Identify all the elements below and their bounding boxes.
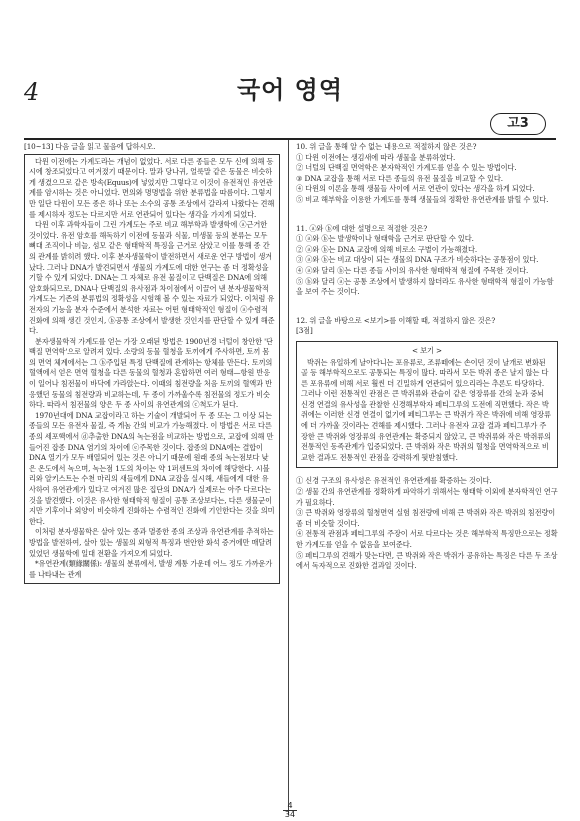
question-11-stem: 11. ⓐ와 ⓑ에 대한 설명으로 적절한 것은?	[296, 223, 428, 233]
passage-paragraph-4: 1970년대에 DNA 교잡이라고 하는 기술이 개발되어 두 종 또는 그 이상 되는 종들의 모든 유전자 물질, 즉 게놈 간의 비교가 가능해졌다. 이 방법은 서로 다른 종의 세포핵에서 ⓓ추출한 DNA의 녹는점을 비교하는 방법으로, 교잡에 의해 만들어진 잡종 DNA 염기의 차이에 ⓔ주목한 것이다. 잡종의 DNA에는 결합이 DNA 열기가 모두 배열되어 있는 것은 아니기 때문에 원래 종의 녹는점보다 낮은 온도에서 녹으며, 녹는점 1도의 차이는 약 1퍼센트의 차이에 해당한다. 시블리와 알키스트는 수천 마리의 새들에게 DNA 교잡을 실시해, 새들에게 대한 유사하여 유연관계가 있다고 여겨진 많은 집단의 DNA가 실제로는 아주 다르다는 것을 발견했다. 이것은 유사한 형태학적 형질이 공통 조상보다는, 다른 생물군이지만 기후이나 외양이 비슷하게 진화하는 수렴적인 진화에 기인한다는 것을 의미한다.	[29, 410, 275, 526]
question-12-option: ④ 전통적 관점과 페티그루의 주장이 서로 다르다는 것은 해부학적 특징만으로는 정확한 가계도를 얻을 수 없음을 보여준다.	[296, 529, 558, 549]
question-11-option: ② ⓐ와 ⓑ는 DNA 교잡에 의해 비로소 구별이 가능해졌다.	[296, 244, 478, 254]
question-12-stem: 12. 위 글을 바탕으로 <보기>를 이해할 때, 적절하지 않은 것은?	[296, 315, 496, 325]
footer-total-pages: 34	[284, 810, 296, 819]
question-10-option: ③ DNA 교잡을 통해 서로 다른 종들의 유전 물질을 비교할 수 있다.	[296, 173, 503, 183]
question-11-option: ③ ⓐ와 ⓑ는 비교 대상이 되는 생물의 DNA 구조가 비슷하다는 공통점이 있다.	[296, 255, 539, 265]
question-10-option: ④ 다윈의 이론을 통해 생물들 사이에 서로 연관이 있다는 생각을 하게 되었다.	[296, 184, 535, 194]
passage-paragraph-5: 이처럼 분자생물학은 살아 있는 종과 멸종한 종의 조상과 유연관계를 추적하는 방법을 발전하여, 살아 있는 생물의 외형적 특징과 번안한 화석 증거에만 매달려 있었던 생물학에 일대 전환을 가져오게 되었다.	[29, 527, 274, 558]
passage-box	[24, 154, 280, 585]
question-10-option: ① 다윈 이전에는 생김새에 따라 생물을 분류하였다.	[296, 152, 456, 162]
question-12-option: ③ 큰 박쥐와 영장류의 혈청면역 실험 침전량에 비해 큰 박쥐와 작은 박쥐의 침전량이 좀 더 비슷할 것이다.	[296, 508, 556, 528]
question-10-option: ⑤ 비교 해부학을 이용한 가계도를 통해 생물들의 정확한 유연관계를 밝힐 수 있다.	[296, 194, 549, 204]
header-divider	[24, 138, 556, 140]
question-11-option: ④ ⓐ와 달리 ⓑ는 다른 종들 사이의 유사한 형태학적 형질에 주목한 것이다.	[296, 265, 529, 275]
passage-paragraph-3: 분자생물학적 가계도를 얻는 가장 오래된 방법은 1900년경 너털이 창안한 '단백질 면역학'으로 알려져 있다. 소량의 동물 혈청을 토끼에게 주사하면, 토끼 몸의 면역 체계에서는 그 ⓑ주입된 특정 단백질에 관계하는 항체를 만든다. 토끼의 혈액에서 얻은 면역 혈청을 다른 동물의 혈청과 혼합하면 여러 형태—항원 반응이 일어나 침전물이 바닥에 가라앉는다. 이때의 침전량을 처음 토끼의 혈액과 반응했던 동물의 침전량과 비교하는데, 두 종이 가까울수록 침전물의 정도가 비슷하다. 따라서 침전물의 양은 두 종 사이의 유연관계의 ⓒ척도가 된다.	[29, 336, 273, 410]
bogi-text: 박쥐는 유일하게 날아다니는 포유류로, 조류떼에는 손이던 것이 날개로 변화된 골 등 해부학적으로도 공통되는 특징이 많다. 따라서 모든 박쥐 종은 날지 않는 다른 포유류에 비해 서로 훨씬 더 긴밀하게 연관되어 있으리라는 추론도 타당하다. 그러나 이런 전통적인 관점은 큰 박쥐류와 관슬이 같은 영장류를 간의 눈과 중뇌 신경 연결의 유사성을 관찰한 신경해부학자 페티그루의 도전에 직면했다. 작은 박쥐에는 이러한 신경 연결이 없기에 페티그루는 큰 박쥐가 작은 박쥐에 비해 영장류에 더 가까울 것이라는 견해를 제시했다. 그러나 유전자 교잡 결과 페티그루가 주장한 큰 박쥐와 영장류의 유연관계는 확증되지 않았고, 큰 박쥐류와 작은 박쥐류의 전통적인 동족관계가 입증되었다. 큰 박쥐와 작은 박쥐의 혈청을 면역학적으로 비교한 결과도 전통적인 관점을 강력하게 뒷받침했다.	[301, 357, 551, 462]
instruction: [10~13] 다음 글을 읽고 물음에 답하시오.	[24, 142, 156, 151]
question-12-option: ② 생물 간의 유연관계를 정확하게 파악하기 위해서는 형태학 이외에 분자학적인 연구가 필요하다.	[296, 487, 558, 507]
bogi-box	[296, 341, 558, 469]
column-divider	[288, 140, 289, 815]
question-10-stem: 10. 위 글을 통해 알 수 없는 내용으로 적절하지 않은 것은?	[296, 142, 477, 151]
bogi-title: < 보기 >	[412, 345, 442, 355]
question-12-option: ⑤ 페티그루의 견해가 맞는다면, 큰 박쥐와 작은 박쥐가 공유하는 특징은 다른 두 조상에서 독자적으로 진화한 결과일 것이다.	[296, 550, 558, 571]
question-12-points: [3점]	[296, 326, 313, 336]
question-12-option: ① 신경 구조의 유사성은 유전적인 유연관계를 확증하는 것이다.	[296, 476, 492, 486]
question-10-option: ② 너털의 단백질 면역학은 분자학적인 가계도를 얻을 수 있는 방법이다.	[296, 163, 517, 173]
grade-badge: 고3	[490, 113, 546, 135]
page-footer	[270, 801, 310, 819]
passage-paragraph-1: 다윈 이전에는 가계도라는 개념이 없었다. 서로 다른 종들은 모두 신에 의해 동시에 창조되었다고 여겨졌기 때문이다. 말과 당나귀, 얼룩말 같은 동물은 비슷하게 생겼으므로 같은 방속(Equus)에 넣었지만 그렇다고 이것이 유전적인 유연관계를 암시하는 것은 아니었다. 면의와 명명법을 위한 분류법을 따름이다. 그렇지만 일단 다윈이 모든 종은 하나 또는 소수의 공통 조상에서 갈라져 나왔다는 견해를 제시하자 정도는 다르지만 서로 연관되어 있다는 생각을 가지게 되었다.	[29, 156, 275, 219]
passage-paragraph-2: 다윈 이후 과학자들이 그린 가계도는 주로 비교 해부학과 발생학에 ⓐ근거한 것이었다. 유전 암호를 해독하기 이전에 동물과 식물, 미생물 등의 분류는 모두 뼈대 조직이나 비늘, 섬모 같은 형태학적 특징을 근거로 삼았고 이를 통해 종 간의 관계를 밝히려 했다. 이후 분자생물학이 발전하면서 새로운 연구 방법이 생겨났다. 그러나 DNA가 발견되면서 생물의 가계도에 대한 연구는 좀 더 정확성을 기할 수 있게 되었다. DNA는 그 자체로 유전 물질이고 단백질은 DNA에 의해 암호화되므로, DNA나 단백질의 유사점과 차이점에서 이끌어 낸 분자생물학적 가계도는 기존의 분류법의 정확성을 시험해 볼 수 있는 자료가 되었다. 이처럼 유전자의 기능을 분자 수준에서 분석한 자료는 어떤 형태학적인 형질이 ⓐ수렴적 진화에 의해 생긴 것인지, ⓑ공통 조상에서 발생한 것인지를 판단할 수 있게 해준다.	[29, 220, 275, 336]
question-11-option: ⑤ ⓑ와 달리 ⓐ는 공통 조상에서 발생하지 않더라도 유사한 형태학적 형질이 가능함을 보여 주는 것이다.	[296, 276, 554, 297]
right-column	[296, 142, 558, 572]
left-column	[24, 142, 280, 584]
subject-title: 국어 영역	[236, 76, 344, 104]
page-number: 4	[24, 78, 40, 106]
footer-current-page: 4	[283, 802, 297, 811]
footnote: *유연관계(類緣關係): 생물의 분류에서, 발생 계통 가운데 어느 정도 가까운가를 나타내는 관계	[29, 559, 273, 579]
question-11-option: ① ⓐ와 ⓑ는 발생학이나 형태학을 근거로 판단할 수 있다.	[296, 234, 474, 244]
